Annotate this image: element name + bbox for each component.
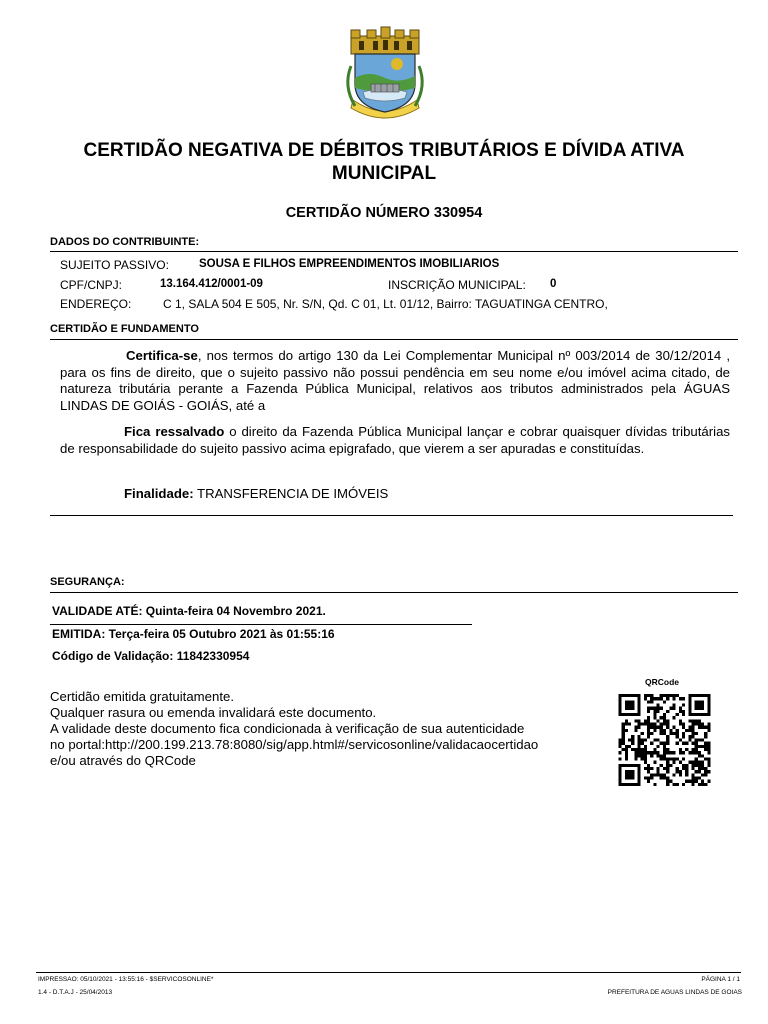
notice-line: Qualquer rasura ou emenda invalidará este documento. bbox=[50, 705, 377, 720]
notice-line: e/ou através do QRCode bbox=[50, 753, 196, 768]
validity-date: VALIDADE ATÉ: Quinta-feira 04 Novembro 2021. bbox=[52, 604, 326, 618]
footer-divider bbox=[36, 972, 741, 973]
issued-date: EMITIDA: Terça-feira 05 Outubro 2021 às 01:55:16 bbox=[52, 627, 335, 641]
validity-notice bbox=[50, 689, 610, 769]
page-number: PÁGINA 1 / 1 bbox=[701, 976, 740, 983]
purpose-label: Finalidade: bbox=[124, 486, 194, 501]
subject-value: SOUSA E FILHOS EMPREENDIMENTOS IMOBILIARIOS bbox=[199, 258, 500, 270]
certificate-number: CERTIDÃO NÚMERO 330954 bbox=[285, 205, 483, 221]
notice-line: Certidão emitida gratuitamente. bbox=[50, 689, 234, 704]
subject-label: SUJEITO PASSIVO: bbox=[60, 258, 169, 272]
cpf-value: 13.164.412/0001-09 bbox=[160, 278, 263, 290]
municipal-crest-logo bbox=[339, 26, 431, 120]
cpf-label: CPF/CNPJ: bbox=[60, 278, 123, 292]
divider bbox=[50, 515, 733, 516]
security-section-label: SEGURANÇA: bbox=[50, 576, 125, 588]
qrcode-label: QRCode bbox=[645, 677, 679, 687]
certification-paragraph bbox=[60, 348, 730, 414]
purpose-value: TRANSFERENCIA DE IMÓVEIS bbox=[193, 486, 389, 501]
divider bbox=[50, 592, 738, 593]
divider bbox=[50, 624, 472, 625]
foundation-section-label: CERTIDÃO E FUNDAMENTO bbox=[50, 323, 199, 335]
address-value: C 1, SALA 504 E 505, Nr. S/N, Qd. C 01, Lt. 01/12, Bairro: TAGUATINGA CENTRO, bbox=[163, 297, 608, 311]
reservation-lead: Fica ressalvado bbox=[124, 424, 225, 439]
validation-code: Código de Validação: 11842330954 bbox=[52, 649, 250, 663]
taxpayer-section-label: DADOS DO CONTRIBUINTE: bbox=[50, 236, 200, 248]
municipal-registration-value: 0 bbox=[550, 278, 557, 290]
version-info: 1.4 - D.T.A.J - 25/04/2013 bbox=[38, 989, 113, 996]
certification-text: , nos termos do artigo 130 da Lei Complementar Municipal nº 003/2014 de 30/12/2014 , para os fins de direito, que o sujeito passivo não possui pendência em seu nome e/ou imóvel acima citado, de natureza tributária perante a Fazenda Pública Municipal, relativos aos tributos administrados pela ÁGUAS LINDAS DE GOIÁS - GOIÁS, até a bbox=[60, 348, 730, 413]
divider bbox=[50, 339, 738, 340]
print-timestamp: IMPRESSAO: 05/10/2021 - 13:55:16 - $SERVICOSONLINE* bbox=[38, 976, 214, 983]
municipal-registration-label: INSCRIÇÃO MUNICIPAL: bbox=[388, 278, 526, 292]
issuer-name: PREFEITURA DE AGUAS LINDAS DE GOIAS bbox=[607, 989, 742, 996]
notice-line: A validade deste documento fica condicionada à verificação de sua autenticidade bbox=[50, 721, 525, 736]
notice-line: no portal:http://200.199.213.78:8080/sig/app.html#/servicosonline/validacaocertidao bbox=[50, 737, 539, 752]
address-label: ENDEREÇO: bbox=[60, 297, 132, 311]
divider bbox=[50, 251, 738, 252]
document-title: CERTIDÃO NEGATIVA DE DÉBITOS TRIBUTÁRIOS E DÍVIDA ATIVA MUNICIPAL bbox=[83, 140, 685, 184]
reservation-paragraph bbox=[60, 424, 730, 457]
certification-lead: Certifica-se bbox=[126, 348, 198, 363]
qr-code bbox=[617, 694, 712, 786]
reservation-text: o direito da Fazenda Pública Municipal lançar e cobrar quaisquer dívidas tributárias de responsabilidade do sujeito passivo acima epigrafado, que vierem a ser apuradas e constituídas. bbox=[60, 424, 730, 456]
purpose-line bbox=[124, 486, 388, 501]
